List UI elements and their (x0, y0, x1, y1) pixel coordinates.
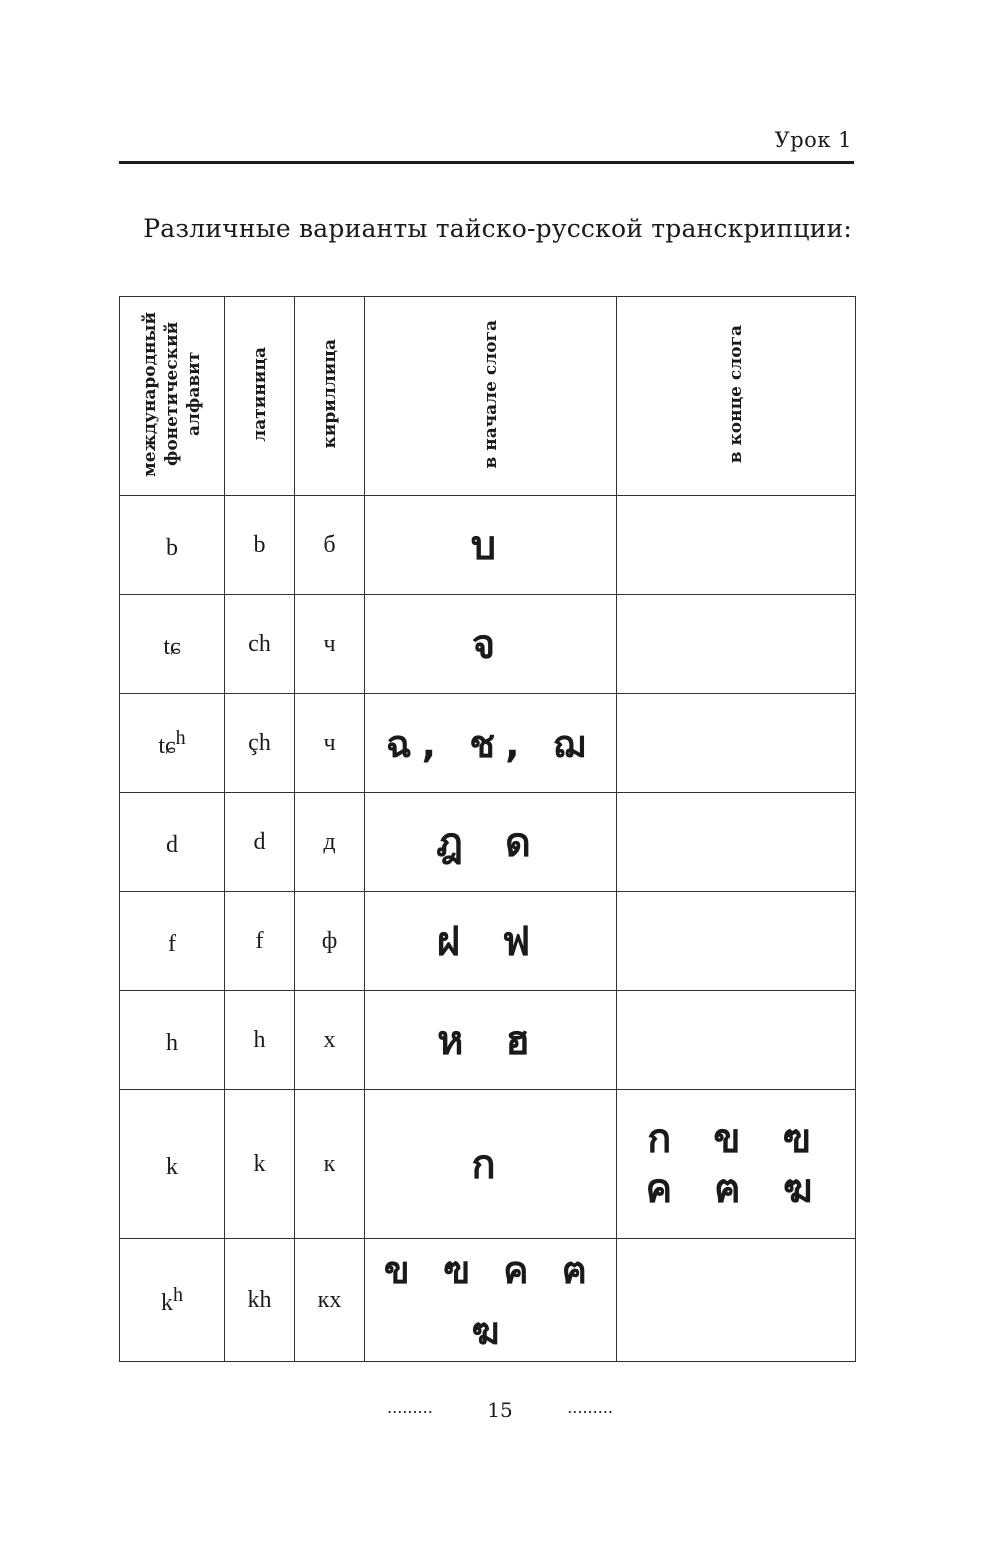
ipa-cell: b (120, 496, 225, 595)
final-thai-cell (617, 595, 856, 694)
ipa-cell: d (120, 793, 225, 892)
final-thai-cell (617, 496, 856, 595)
page-footer (0, 1398, 1000, 1422)
transcription-table (119, 296, 856, 1362)
initial-thai-cell: ฉ, ช, ฌ (365, 694, 617, 793)
ipa-cell: tɕ$^h$ (120, 694, 225, 793)
page-number: 15 (487, 1398, 513, 1422)
latin-cell: kh (225, 1239, 295, 1362)
column-header-latin: латиница (225, 297, 295, 496)
ipa-cell: k (120, 1090, 225, 1239)
footer-dots-right: ......... (567, 1398, 613, 1417)
initial-thai-cell: จ (365, 595, 617, 694)
lesson-title: Урок 1 (774, 128, 852, 152)
cyrillic-cell: ч (295, 694, 365, 793)
initial-thai-cell: ข ฃ ค ฅ ฆ (365, 1239, 617, 1362)
initial-thai-cell: ห ฮ (365, 991, 617, 1090)
final-thai-cell (617, 991, 856, 1090)
final-thai-cell (617, 1239, 856, 1362)
initial-thai-cell: ฝ ฟ (365, 892, 617, 991)
final-thai-cell (617, 694, 856, 793)
column-header-final: в конце слога (617, 297, 856, 496)
column-header-cyrillic: кириллица (295, 297, 365, 496)
ipa-cell: f (120, 892, 225, 991)
cyrillic-cell: кх (295, 1239, 365, 1362)
cyrillic-cell: к (295, 1090, 365, 1239)
final-thai-cell: ก ข ฃ ค ฅ ฆ (617, 1090, 856, 1239)
table-row (120, 892, 856, 991)
latin-cell: h (225, 991, 295, 1090)
section-heading: Различные варианты тайско-русской транскрипции: (143, 214, 852, 243)
cyrillic-cell: б (295, 496, 365, 595)
cyrillic-cell: д (295, 793, 365, 892)
table-row (120, 991, 856, 1090)
cyrillic-cell: ч (295, 595, 365, 694)
column-header-ipa: международный фонетический алфавит (120, 297, 225, 496)
table-row (120, 496, 856, 595)
column-header-initial: в начале слога (365, 297, 617, 496)
initial-thai-cell: บ (365, 496, 617, 595)
header-divider (119, 161, 854, 164)
latin-cell: b (225, 496, 295, 595)
cyrillic-cell: ф (295, 892, 365, 991)
initial-thai-cell: ฎ ด (365, 793, 617, 892)
footer-dots-left: ......... (387, 1398, 433, 1417)
final-thai-cell (617, 892, 856, 991)
table-row (120, 1239, 856, 1362)
ipa-cell: $k^h$ (120, 1239, 225, 1362)
cyrillic-cell: х (295, 991, 365, 1090)
latin-cell: ch (225, 595, 295, 694)
latin-cell: f (225, 892, 295, 991)
table-row (120, 694, 856, 793)
table-row (120, 793, 856, 892)
table-row (120, 595, 856, 694)
table-row (120, 1090, 856, 1239)
latin-cell: k (225, 1090, 295, 1239)
final-thai-cell (617, 793, 856, 892)
ipa-cell: h (120, 991, 225, 1090)
initial-thai-cell: ก (365, 1090, 617, 1239)
ipa-cell: tɕ (120, 595, 225, 694)
latin-cell: d (225, 793, 295, 892)
table-header-row (120, 297, 856, 496)
latin-cell: çh (225, 694, 295, 793)
